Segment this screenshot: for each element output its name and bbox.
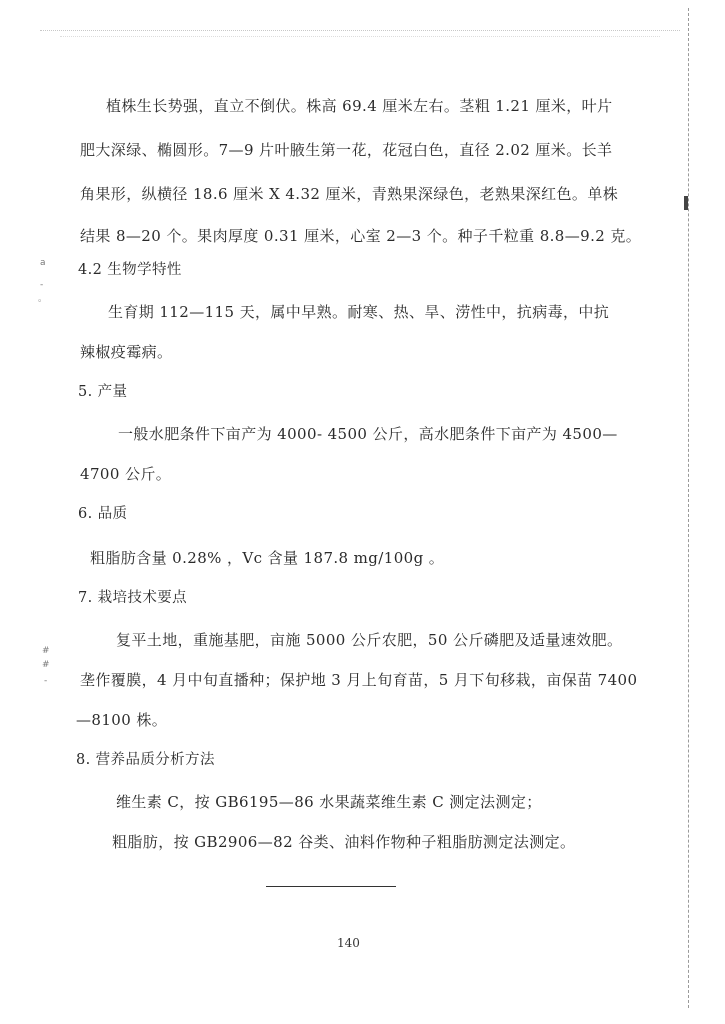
margin-mark: - [44,676,48,686]
paragraph-line: 粗脂肪，按 GB2906—82 谷类、油料作物种子粗脂肪测定法测定。 [112,833,576,851]
scan-edge-right [688,8,689,1008]
margin-mark: - [40,280,44,290]
page-number: 140 [337,936,360,950]
section-heading-quality: 6. 品质 [78,506,128,522]
paragraph-line: 角果形，纵横径 18.6 厘米 X 4.32 厘米，青熟果深绿色，老熟果深红色。单株 [80,185,619,203]
margin-mark: # [42,660,50,670]
section-heading-analysis: 8. 营养品质分析方法 [76,752,215,768]
section-heading-biology: 4.2 生物学特性 [78,262,182,278]
paragraph-line: 结果 8—20 个。果肉厚度 0.31 厘米，心室 2—3 个。种子千粒重 8.8—9.2 克。 [80,227,642,245]
paragraph-line: 植株生长势强，直立不倒伏。株高 69.4 厘米左右。茎粗 1.21 厘米，叶片 [106,97,613,115]
section-heading-yield: 5. 产量 [78,384,128,400]
paragraph-line: —8100 株。 [76,711,168,729]
margin-mark: 。 [38,294,48,304]
paragraph-line: 肥大深绿、椭圆形。7—9 片叶腋生第一花，花冠白色，直径 2.02 厘米。长羊 [80,141,613,159]
margin-mark: a [40,258,46,268]
paragraph-line: 生育期 112—115 天，属中早熟。耐寒、热、旱、涝性中，抗病毒，中抗 [108,303,610,321]
scan-edge-mark [684,196,688,210]
footer-rule [266,886,396,887]
margin-mark: # [42,646,50,656]
scan-noise-top [40,30,680,31]
paragraph-line: 复平土地，重施基肥，亩施 5000 公斤农肥，50 公斤磷肥及适量速效肥。 [116,631,623,649]
paragraph-line: 维生素 C，按 GB6195—86 水果蔬菜维生素 C 测定法测定； [116,793,542,811]
paragraph-line: 一般水肥条件下亩产为 4000- 4500 公斤，高水肥条件下亩产为 4500— [118,425,618,443]
paragraph-line: 4700 公斤。 [80,465,172,483]
paragraph-line: 垄作覆膜，4 月中旬直播种；保护地 3 月上旬育苗，5 月下旬移栽，亩保苗 7400 [80,671,638,689]
paragraph-line: 粗脂肪含量 0.28% ，Vc 含量 187.8 mg/100g 。 [90,549,445,567]
scan-noise-top-secondary [60,36,660,37]
paragraph-line: 辣椒疫霉病。 [80,343,173,361]
section-heading-cultivation: 7. 栽培技术要点 [78,590,188,606]
